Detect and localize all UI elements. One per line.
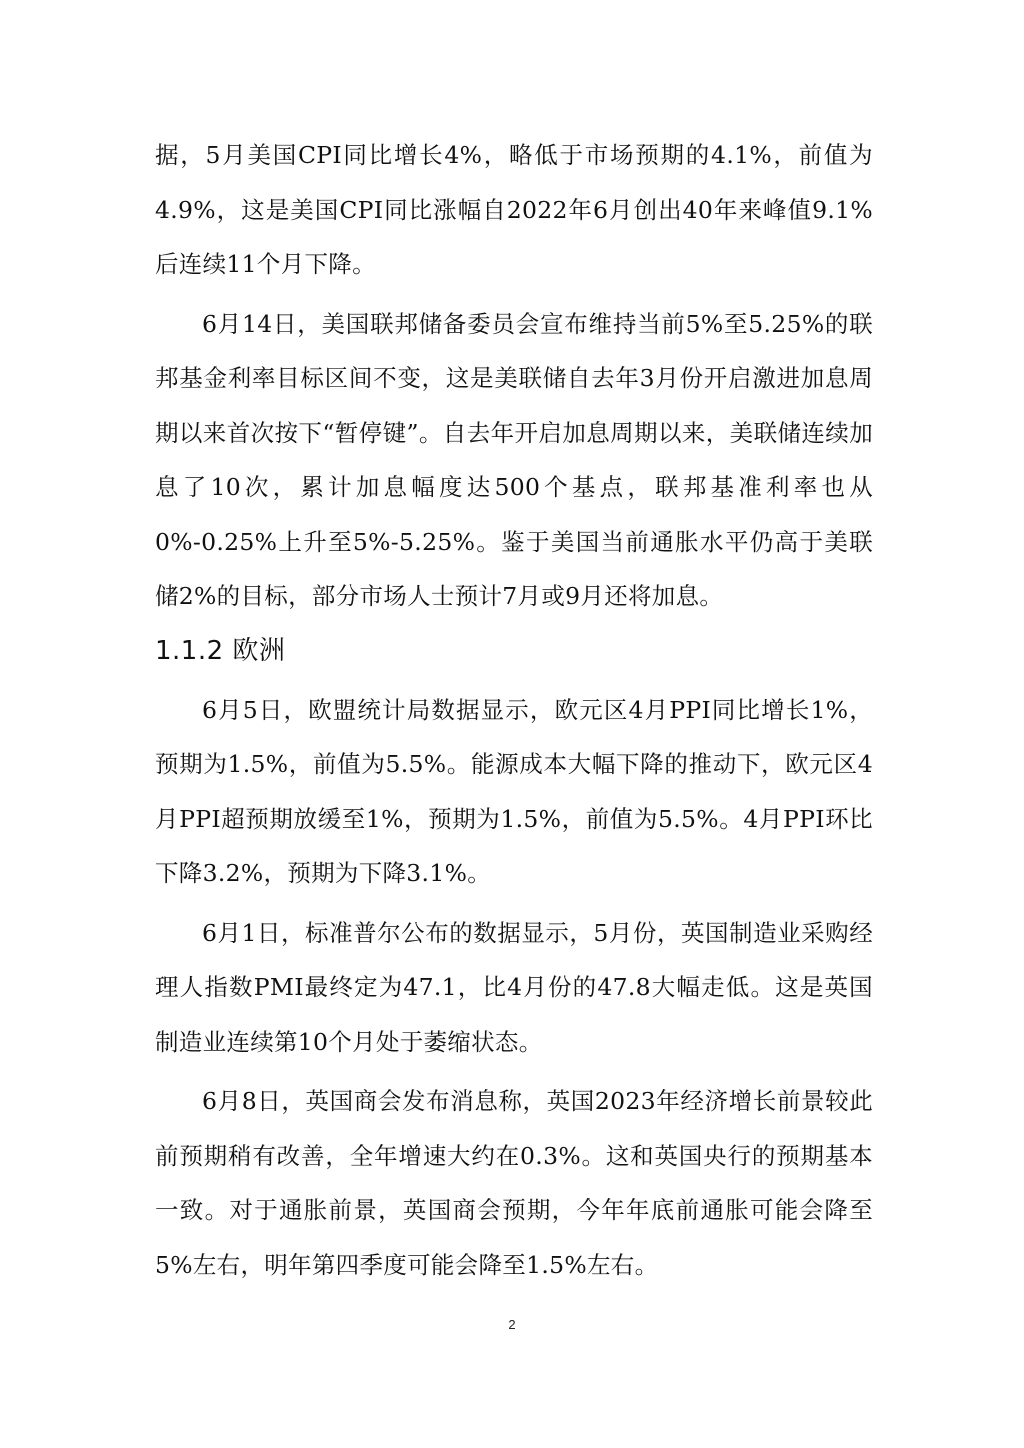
section-heading-europe: 1.1.2 欧洲 — [155, 635, 286, 666]
paragraph-uk-pmi: 6月1日，标准普尔公布的数据显示，5月份，英国制造业采购经理人指数PMI最终定为47.1，比4月份的47.8大幅走低。这是英国制造业连续第10个月处于萎缩状态。 — [155, 918, 873, 1056]
paragraph-us-fed-rate: 6月14日，美国联邦储备委员会宣布维持当前5%至5.25%的联邦基金利率目标区间不变，这是美联储自去年3月份开启激进加息周期以来首次按下“暂停键”。自去年开启加息周期以来，美联储连续加息了10次，累计加息幅度达500个基点，联邦基准利率也从0%-0.25%上升至5%-5.25%。鉴于美国当前通胀水平仍高于美联储2%的目标，部分市场人士预计7月或9月还将加息。 — [155, 309, 873, 610]
page-number: 2 — [508, 1317, 516, 1332]
paragraph-uk-growth-outlook: 6月8日，英国商会发布消息称，英国2023年经济增长前景较此前预期稍有改善，全年增速大约在0.3%。这和英国央行的预期基本一致。对于通胀前景，英国商会预期，今年年底前通胀可能会降至5%左右，明年第四季度可能会降至1.5%左右。 — [155, 1087, 873, 1279]
document-body — [155, 128, 873, 1297]
paragraph-eurozone-ppi: 6月5日，欧盟统计局数据显示，欧元区4月PPI同比增长1%，预期为1.5%，前值为5.5%。能源成本大幅下降的推动下，欧元区4月PPI超预期放缓至1%，预期为1.5%，前值为5.5%。4月PPI环比下降3.2%，预期为下降3.1%。 — [155, 695, 873, 887]
paragraph-us-cpi: 据，5月美国CPI同比增长4%，略低于市场预期的4.1%，前值为4.9%，这是美国CPI同比涨幅自2022年6月创出40年来峰值9.1%后连续11个月下降。 — [155, 141, 873, 278]
